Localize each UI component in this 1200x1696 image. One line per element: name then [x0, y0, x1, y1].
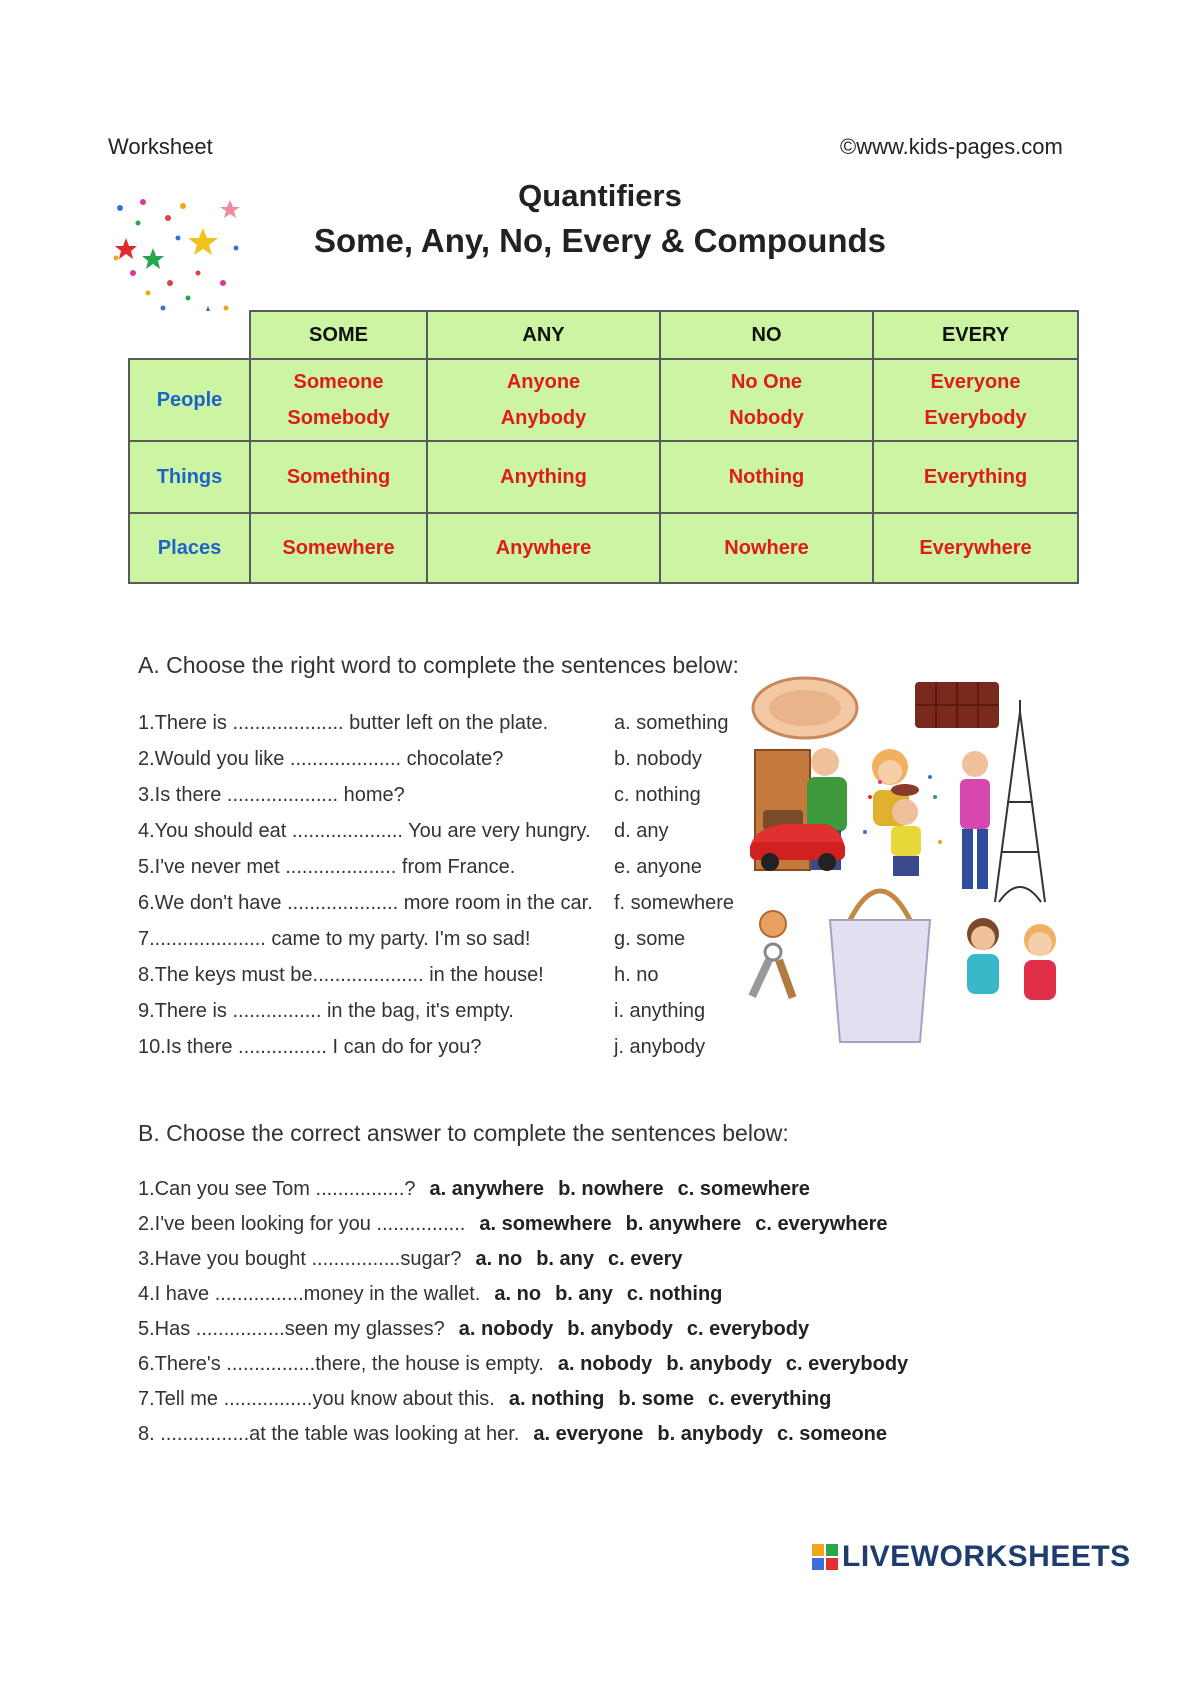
option-item: a. something — [614, 712, 729, 734]
column-header: SOME — [250, 311, 427, 359]
page-title: Quantifiers — [518, 178, 682, 213]
source-url: ©www.kids-pages.com — [840, 134, 1063, 159]
list-item: 7..................... came to my party. I'm so sad! — [138, 928, 531, 950]
table-cell: Everyone Everybody — [873, 359, 1078, 441]
column-header: EVERY — [873, 311, 1078, 359]
plate-icon — [753, 678, 857, 738]
option-item: c. nothing — [614, 784, 701, 806]
option-item: f. somewhere — [614, 892, 735, 914]
list-item: 2.Would you like .................... chocolate? — [138, 748, 504, 770]
section-a-options — [614, 712, 734, 1072]
option-item: g. some — [614, 928, 686, 950]
logo-text: LIVEWORKSHEETS — [842, 1540, 1131, 1573]
table-cell: Anyone Anybody — [427, 359, 660, 441]
row-header: Places — [129, 513, 250, 583]
section-b-list — [138, 1178, 922, 1458]
list-item: 5.I've never met .................... from France. — [138, 856, 516, 878]
option-item: i. anything — [614, 1000, 706, 1022]
table-cell: Anywhere — [427, 513, 660, 583]
table-cell: Someone Somebody — [250, 359, 427, 441]
list-item: 4.I have ................money in the wallet. a. no b. any c. nothing — [138, 1283, 723, 1305]
table-cell: Everywhere — [873, 513, 1078, 583]
shopping-bag-icon — [830, 891, 930, 1042]
keys-icon — [748, 911, 796, 999]
people-talking-icon — [967, 918, 1056, 1000]
list-item: 10.Is there ................ I can do for you? — [138, 1036, 482, 1058]
illustrations — [745, 672, 1085, 1072]
list-item: 8. ................at the table was looking at her. a. everyone b. anybody c. someone — [138, 1423, 888, 1445]
page-subtitle: Some, Any, No, Every & Compounds — [313, 222, 887, 259]
eiffel-tower-icon — [995, 700, 1045, 902]
list-item: 3.Have you bought ................sugar? a. no b. any c. every — [138, 1248, 683, 1270]
section-a-heading: A. Choose the right word to complete the sentences below: — [138, 652, 739, 678]
section-a-sentences — [138, 712, 593, 1072]
column-header: ANY — [427, 311, 660, 359]
table-cell: No One Nobody — [660, 359, 873, 441]
option-item: j. anybody — [614, 1036, 706, 1058]
list-item: 1.Can you see Tom ................? a. anywhere b. nowhere c. somewhere — [138, 1178, 810, 1200]
option-item: d. any — [614, 820, 669, 842]
chocolate-icon — [915, 682, 999, 728]
column-header: NO — [660, 311, 873, 359]
table-cell: Everything — [873, 441, 1078, 513]
row-header: Things — [129, 441, 250, 513]
table-cell: Nowhere — [660, 513, 873, 583]
table-cell: Something — [250, 441, 427, 513]
option-item: e. anyone — [614, 856, 702, 878]
option-item: h. no — [614, 964, 659, 986]
list-item: 3.Is there .................... home? — [138, 784, 405, 806]
list-item: 8.The keys must be.................... in the house! — [138, 964, 544, 986]
quantifier-table — [128, 310, 1079, 584]
logo-grid-icon — [812, 1544, 838, 1570]
list-item: 7.Tell me ................you know about this. a. nothing b. some c. everything — [138, 1388, 832, 1410]
list-item: 9.There is ................ in the bag, it's empty. — [138, 1000, 514, 1022]
list-item: 6.There's ................there, the house is empty. a. nobody b. anybody c. everybody — [138, 1353, 909, 1375]
list-item: 6.We don't have .................... more room in the car. — [138, 892, 593, 914]
section-b-heading: B. Choose the correct answer to complete the sentences below: — [138, 1120, 789, 1146]
table-cell: Nothing — [660, 441, 873, 513]
row-header: People — [129, 359, 250, 441]
table-corner — [129, 311, 250, 359]
option-item: b. nobody — [614, 748, 702, 770]
list-item: 2.I've been looking for you ................ a. somewhere b. anywhere c. everywhere — [138, 1213, 888, 1235]
table-cell: Somewhere — [250, 513, 427, 583]
liveworksheets-logo[interactable] — [812, 1540, 1131, 1574]
list-item: 4.You should eat .................... You are very hungry. — [138, 820, 591, 842]
list-item: 1.There is .................... butter left on the plate. — [138, 712, 549, 734]
list-item: 5.Has ................seen my glasses? a. nobody b. anybody c. everybody — [138, 1318, 810, 1340]
worksheet-label: Worksheet — [108, 134, 213, 159]
table-cell: Anything — [427, 441, 660, 513]
man-standing-icon — [960, 751, 990, 889]
